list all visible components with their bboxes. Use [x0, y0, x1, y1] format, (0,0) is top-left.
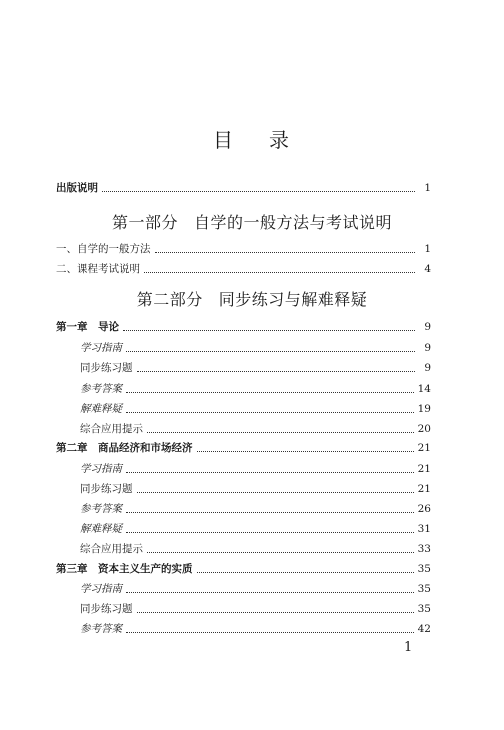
part-heading-prefix: 第一部分	[111, 213, 178, 232]
toc-title	[0, 124, 504, 153]
toc-entry-page: 31	[417, 523, 431, 535]
part-heading-2	[0, 287, 504, 310]
toc-entry-page: 14	[417, 383, 431, 395]
toc-entry-label: 综合应用提示	[80, 543, 143, 555]
toc-title-char-2: 录	[269, 128, 291, 152]
leader-dots	[197, 571, 414, 573]
toc-entry-page: 35	[417, 583, 431, 595]
part-heading-prefix: 第二部分	[136, 290, 203, 309]
leader-dots	[126, 631, 414, 633]
toc-entry-label: 参考答案	[80, 383, 122, 395]
leader-dots	[123, 329, 415, 331]
toc-entry-page: 9	[424, 342, 431, 354]
toc-entry-page: 42	[417, 623, 431, 635]
leader-dots	[126, 511, 414, 513]
toc-entry-page: 9	[424, 362, 431, 374]
toc-title-char-1: 目	[213, 128, 235, 152]
toc-entry-study-guide[interactable]	[80, 460, 431, 476]
toc-entry-self-study-method[interactable]	[56, 240, 431, 256]
toc-entry-page: 21	[417, 483, 431, 495]
toc-entry-page: 35	[417, 603, 431, 615]
leader-dots	[144, 271, 415, 273]
leader-dots	[126, 471, 414, 473]
toc-entry-difficulties[interactable]	[80, 400, 431, 416]
toc-entry-label: 学习指南	[80, 583, 122, 595]
leader-dots	[147, 551, 414, 553]
toc-entry-label: 解难释疑	[80, 523, 122, 535]
toc-entry-study-guide[interactable]	[80, 580, 431, 596]
toc-entry-label: 综合应用提示	[80, 423, 143, 435]
leader-dots	[126, 531, 414, 533]
toc-entry-application-tips[interactable]	[80, 540, 431, 556]
toc-entry-label: 解难释疑	[80, 403, 122, 415]
toc-entry-chapter-1[interactable]	[56, 318, 431, 334]
toc-entry-exercises[interactable]	[80, 359, 431, 375]
toc-entry-label: 同步练习题	[80, 603, 133, 615]
toc-entry-label: 二、课程考试说明	[56, 263, 140, 275]
part-heading-text: 同步练习与解难释疑	[218, 290, 368, 309]
part-heading-text: 自学的一般方法与考试说明	[194, 213, 393, 232]
toc-entry-page: 33	[417, 543, 431, 555]
leader-dots	[147, 431, 414, 433]
toc-entry-page: 21	[417, 442, 431, 454]
leader-dots	[155, 251, 416, 253]
toc-entry-study-guide[interactable]	[80, 339, 431, 355]
leader-dots	[126, 391, 414, 393]
toc-entry-page: 1	[424, 182, 431, 194]
toc-entry-page: 1	[424, 243, 431, 255]
toc-entry-label: 参考答案	[80, 503, 122, 515]
leader-dots	[126, 591, 414, 593]
toc-entry-label: 同步练习题	[80, 362, 133, 374]
toc-entry-label: 学习指南	[80, 463, 122, 475]
toc-entry-chapter-3[interactable]	[56, 560, 431, 576]
leader-dots	[126, 411, 414, 413]
toc-entry-page: 21	[417, 463, 431, 475]
toc-entry-answers[interactable]	[80, 380, 431, 396]
toc-entry-page: 19	[417, 403, 431, 415]
toc-entry-label: 学习指南	[80, 342, 122, 354]
toc-entry-answers[interactable]	[80, 620, 431, 636]
toc-entry-answers[interactable]	[80, 500, 431, 516]
toc-entry-application-tips[interactable]	[80, 420, 431, 436]
toc-entry-label: 第一章 导论	[56, 321, 119, 333]
leader-dots	[126, 350, 415, 352]
toc-entry-chapter-2[interactable]	[56, 439, 431, 455]
toc-entry-publishing-note[interactable]	[56, 179, 431, 195]
toc-entry-difficulties[interactable]	[80, 520, 431, 536]
toc-entry-exercises[interactable]	[80, 600, 431, 616]
leader-dots	[137, 370, 416, 372]
toc-entry-exercises[interactable]	[80, 480, 431, 496]
toc-entry-label: 参考答案	[80, 623, 122, 635]
toc-entry-label: 第二章 商品经济和市场经济	[56, 442, 193, 454]
leader-dots	[137, 611, 414, 613]
toc-entry-page: 4	[424, 263, 431, 275]
part-heading-1	[0, 210, 504, 233]
toc-entry-page: 26	[417, 503, 431, 515]
toc-entry-label: 出版说明	[56, 182, 98, 194]
page-number: 1	[404, 640, 413, 655]
toc-entry-label: 同步练习题	[80, 483, 133, 495]
leader-dots	[137, 491, 414, 493]
toc-entry-exam-description[interactable]	[56, 260, 431, 276]
toc-entry-label: 第三章 资本主义生产的实质	[56, 563, 193, 575]
toc-entry-page: 9	[424, 321, 431, 333]
toc-entry-page: 20	[417, 423, 431, 435]
toc-entry-page: 35	[417, 563, 431, 575]
leader-dots	[102, 190, 415, 192]
toc-entry-label: 一、自学的一般方法	[56, 243, 151, 255]
leader-dots	[197, 450, 414, 452]
